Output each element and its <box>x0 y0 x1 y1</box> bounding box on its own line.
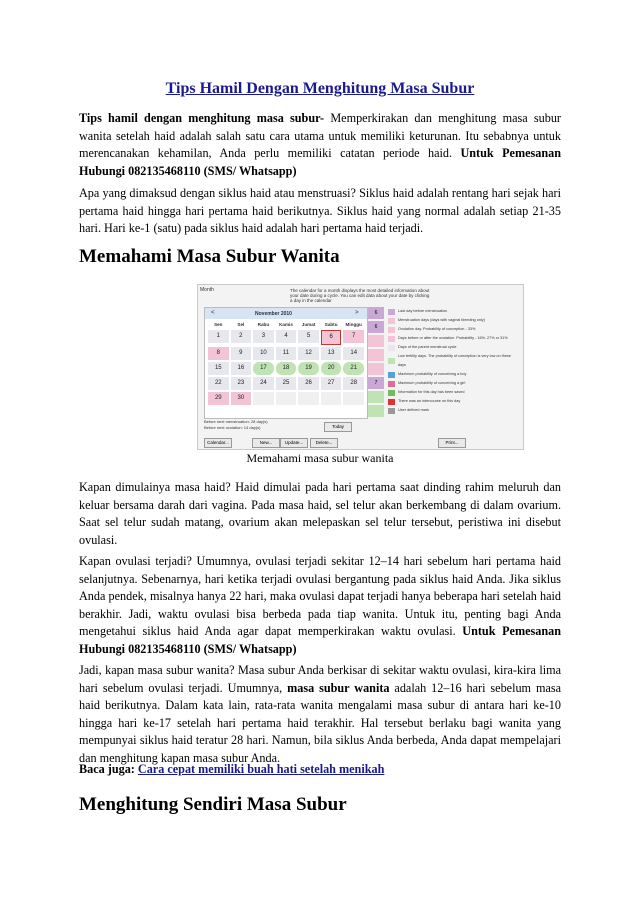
weekday-label: Rabu <box>257 322 270 327</box>
calendar-day[interactable]: 5 <box>298 330 319 343</box>
legend-item <box>388 316 518 325</box>
legend-item <box>388 334 518 343</box>
ovulation-paragraph <box>79 553 561 658</box>
calendar-day[interactable]: 21 <box>343 362 364 375</box>
figure-info-text: The calendar for a month displays the most detailed information about your date during a cycle. You can edit data about your date by clicking a day in the calendar <box>290 288 430 303</box>
calendar-legend <box>388 307 518 415</box>
figure-button[interactable]: New... <box>252 438 280 448</box>
legend-swatch <box>388 358 395 364</box>
weekday-label: Kamis <box>279 322 293 327</box>
week-number: 7 <box>368 377 384 389</box>
calendar-day[interactable]: 19 <box>298 362 319 375</box>
legend-item <box>388 406 518 415</box>
calendar-day[interactable]: 8 <box>208 347 229 360</box>
read-also-link[interactable]: Cara cepat memiliki buah hati setelah menikah <box>137 762 385 776</box>
legend-label: Low fertility days. The probability of conception is very low on these days <box>397 354 511 367</box>
next-month-button[interactable]: > <box>355 310 359 316</box>
calendar-day[interactable]: 4 <box>276 330 297 343</box>
figure-button-row <box>204 438 520 447</box>
calendar-day[interactable]: 7 <box>343 330 364 343</box>
legend-swatch <box>388 390 395 396</box>
legend-swatch <box>388 399 395 405</box>
calendar-day[interactable]: 17 <box>253 362 274 375</box>
calendar-month: November 2010 <box>255 311 292 317</box>
prev-month-button[interactable]: < <box>211 310 215 316</box>
legend-label: Days of the parent menstrual cycle <box>398 345 457 349</box>
cycle-paragraph: Apa yang dimaksud dengan siklus haid atau menstruasi? Siklus haid adalah rentang hari sejak hari pertama haid hingga hari pertama haid berikutnya. Siklus haid yang normal adalah setiap 21-35 hari. Hari ke-1 (satu) pada siklus haid adalah hari pertama haid terjadi. <box>79 186 561 235</box>
calendar-header <box>205 308 367 319</box>
legend-label: Information for this day has been saved <box>398 390 465 394</box>
legend-swatch <box>388 327 395 333</box>
week-number: 6 <box>368 321 384 333</box>
intro-text: Memperkirakan dan menghitung masa subur wanita setelah haid adalah salah satu cara utama untuk memiliki keturunan. Itu sebabnya untuk merencanakan kehamilan, Anda perlu memiliki catatan periode haid. <box>79 111 561 160</box>
order-contact-2: Untuk Pemesanan Hubungi 082135468110 (SMS/ Whatsapp) <box>79 624 561 656</box>
read-also-label: Baca juga: <box>79 762 135 776</box>
calendar-day[interactable]: 27 <box>321 377 342 390</box>
figure-button[interactable]: Calendar... <box>204 438 232 448</box>
fertile-text-b: adalah 12–16 hari sebelum masa haid berikutnya. Dalam kata lain, rata-rata wanita mengalami masa subur di antara hari ke-10 hingga hari ke-17 setelah hari pertama haid terakhir. Hal tersebut berlaku bagi wanita yang mempunyai siklus haid teratur 28 hari. Namun, bila siklus Anda berbeda, Anda dapat mempelajari dan menghitung kapan masa subur Anda. <box>79 680 562 765</box>
calendar-day <box>343 392 364 405</box>
weekday-label: Sel <box>237 322 245 327</box>
legend-item <box>388 379 518 388</box>
legend-label: Menstruation days (days with vaginal bleeding only) <box>398 318 485 322</box>
legend-label: Days before or after the ovulation. Probability - 16%, 27% or 31% <box>398 336 508 340</box>
calendar-day[interactable]: 14 <box>343 347 364 360</box>
weekday-row <box>207 322 365 327</box>
calendar-day[interactable]: 6 <box>321 330 342 345</box>
week-number <box>368 335 384 347</box>
weekday-label: Jumat <box>301 322 316 327</box>
calendar-day <box>253 392 274 405</box>
calendar-day[interactable]: 24 <box>253 377 274 390</box>
calendar-day[interactable]: 11 <box>276 347 297 360</box>
calendar-day[interactable]: 15 <box>208 362 229 375</box>
menstruation-paragraph: Kapan dimulainya masa haid? Haid dimulai pada hari pertama saat dinding rahim meluruh dan keluar bersama darah dari vagina. Pada masa haid, sel telur akan berkembang di dalam ovarium. Saat sel telur sudah matang, ovarium akan melepaskan sel telur tersebut, peristiwa ini disebut ovulasi. <box>79 480 561 547</box>
week-number: 6 <box>368 307 384 319</box>
calendar-day[interactable]: 16 <box>231 362 252 375</box>
calendar-day <box>321 392 342 405</box>
calendar-day[interactable]: 25 <box>276 377 297 390</box>
calendar-day[interactable]: 9 <box>231 347 252 360</box>
week-number <box>368 363 384 375</box>
calendar-day[interactable]: 2 <box>231 330 252 343</box>
calendar-day[interactable]: 13 <box>321 347 342 360</box>
legend-swatch <box>388 381 395 387</box>
legend-label: Last day before menstruation <box>398 309 448 313</box>
figure-caption: Memahami masa subur wanita <box>246 451 394 465</box>
intro-paragraph <box>79 110 561 180</box>
legend-item <box>388 388 518 397</box>
calendar-day[interactable]: 26 <box>298 377 319 390</box>
legend-label: Maximum probability of conceiving a boy <box>398 372 467 376</box>
order-contact: Untuk Pemesanan Hubungi 082135468110 (SMS/ Whatsapp) <box>79 146 561 178</box>
read-also <box>79 761 561 779</box>
fertile-paragraph <box>79 662 561 767</box>
calendar-day[interactable]: 23 <box>231 377 252 390</box>
calendar-day[interactable]: 30 <box>231 392 252 405</box>
intro-lead: Tips hamil dengan menghitung masa subur- <box>79 111 325 125</box>
legend-item <box>388 370 518 379</box>
next-ovulation: Before next ovulation: 14 day(s) <box>204 425 261 430</box>
legend-swatch <box>388 309 395 315</box>
calendar-day <box>298 392 319 405</box>
legend-swatch <box>388 372 395 378</box>
week-number <box>368 391 384 403</box>
calendar-day[interactable]: 3 <box>253 330 274 343</box>
calendar-day[interactable]: 22 <box>208 377 229 390</box>
legend-swatch <box>388 345 395 351</box>
legend-label: Ovulation day. Probability of conception - 33% <box>398 327 476 331</box>
heading-menghitung: Menghitung Sendiri Masa Subur <box>79 794 347 815</box>
calendar-day <box>276 392 297 405</box>
calendar-day[interactable]: 1 <box>208 330 229 343</box>
page-title: Tips Hamil Dengan Menghitung Masa Subur <box>165 80 475 97</box>
week-number-column <box>368 307 384 419</box>
calendar <box>204 307 368 419</box>
week-number <box>368 405 384 417</box>
ovulation-text: Kapan ovulasi terjadi? Umumnya, ovulasi terjadi sekitar 12–14 hari sebelum hari pertama haid selanjutnya. Sebenarnya, hari ketika terjadi ovulasi bergantung pada siklus haid Anda. Jika siklus Anda pendek, misalnya hanya 22 hari, maka ovulasi dapat terjadi hanya beberapa hari setelah haid berakhir. Jadi, waktu ovulasi bisa berbeda pada tiap wanita. Untuk itu, penting bagi Anda mengetahui siklus haid Anda agar dapat memperkirakan waktu ovulasi. <box>79 554 561 638</box>
today-button[interactable]: Today <box>324 422 352 432</box>
legend-label: Maximum probability of conceiving a girl <box>398 381 466 385</box>
calendar-day[interactable]: 29 <box>208 392 229 405</box>
calendar-figure <box>197 284 524 450</box>
calendar-day[interactable]: 10 <box>253 347 274 360</box>
legend-item <box>388 397 518 406</box>
weekday-label: Minggu <box>345 322 362 327</box>
fertile-text-a: Jadi, kapan masa subur wanita? Masa subur Anda berkisar di sekitar waktu ovulasi, kira-kira lima hari sebelum ovulasi terjadi. Umumnya, <box>79 663 561 695</box>
legend-item <box>388 352 518 370</box>
calendar-day[interactable]: 18 <box>276 362 297 375</box>
calendar-day[interactable]: 20 <box>321 362 342 375</box>
legend-label: User defined mark <box>398 408 430 412</box>
fertile-bold: masa subur wanita <box>287 680 390 695</box>
legend-label: There was an intercourse on this day <box>398 399 461 403</box>
week-number <box>368 349 384 361</box>
calendar-grid <box>207 330 365 405</box>
legend-swatch <box>388 408 395 414</box>
legend-item <box>388 307 518 316</box>
figure-button[interactable]: Delete... <box>310 438 338 448</box>
weekday-label: Sen <box>214 322 223 327</box>
month-label: Month <box>200 287 214 293</box>
legend-item <box>388 325 518 334</box>
legend-item <box>388 343 518 352</box>
next-menstruation: Before next menstruation: 28 day(s) <box>204 419 268 424</box>
cycle-summary <box>204 419 268 431</box>
calendar-day[interactable]: 12 <box>298 347 319 360</box>
weekday-label: Sabtu <box>324 322 338 327</box>
figure-button[interactable]: Print... <box>438 438 466 448</box>
figure-button[interactable]: Update... <box>280 438 308 448</box>
calendar-day[interactable]: 28 <box>343 377 364 390</box>
heading-memahami: Memahami Masa Subur Wanita <box>79 246 340 267</box>
legend-swatch <box>388 318 395 324</box>
legend-swatch <box>388 336 395 342</box>
